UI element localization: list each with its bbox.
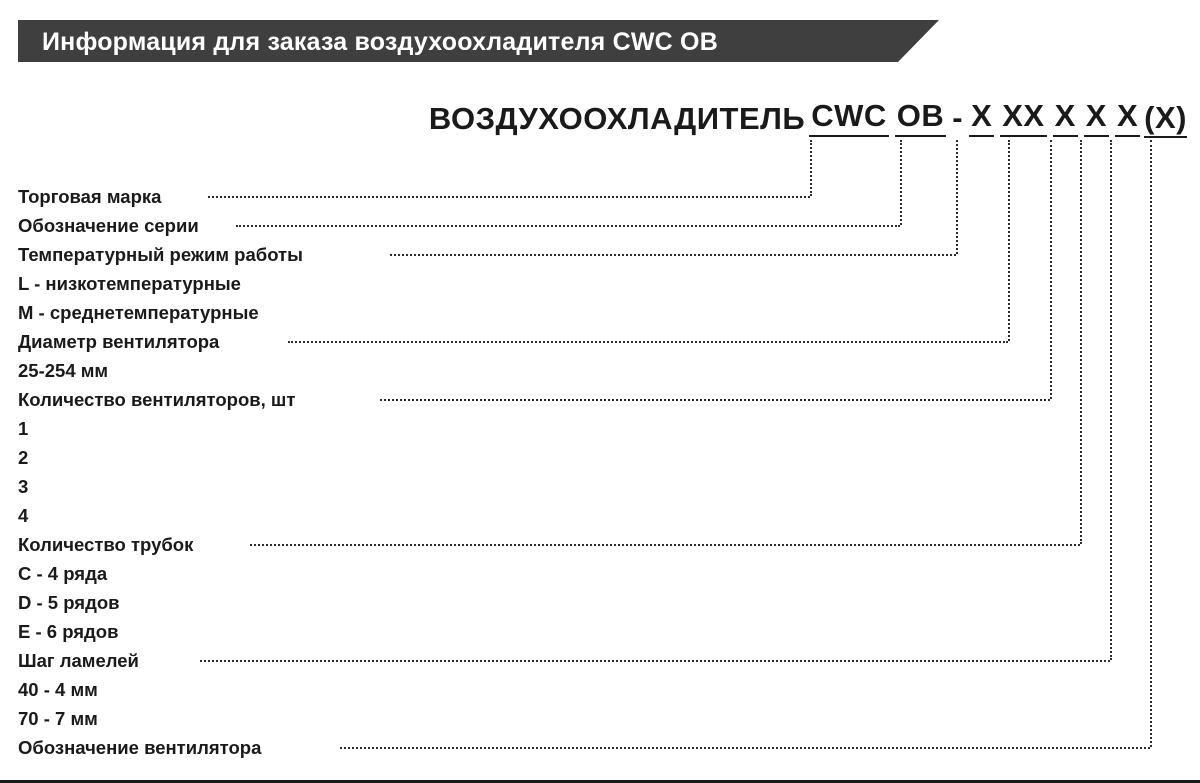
code-segment-fin-pitch: X <box>1115 98 1140 137</box>
code-segment-temperature: X <box>969 98 994 137</box>
legend-item-medium-temperature: M - среднетемпературные <box>18 302 259 323</box>
legend-item-series: Обозначение серии <box>18 215 199 236</box>
code-segment-fan-designation <box>1143 100 1188 137</box>
legend-list <box>18 182 578 762</box>
code-segment-fan-designation-text: (X) <box>1144 100 1187 138</box>
leader-fin-pitch-vertical <box>1110 140 1112 660</box>
code-segment-series: OB <box>895 98 947 137</box>
legend-item-fan-designation: Обозначение вентилятора <box>18 737 262 758</box>
legend-item-tube-d: D - 5 рядов <box>18 592 120 613</box>
legend-item-fan-count-1: 1 <box>18 418 29 439</box>
legend-item-tube-e: E - 6 рядов <box>18 621 119 642</box>
legend-item-tube-count: Количество трубок <box>18 534 194 555</box>
legend-item-fan-count-2: 2 <box>18 447 29 468</box>
legend-item-fan-diameter-range: 25-254 мм <box>18 360 109 381</box>
legend-item-fan-diameter: Диаметр вентилятора <box>18 331 220 352</box>
code-segment-fan-count: X <box>1053 98 1078 137</box>
leader-fan-count-vertical <box>1050 140 1052 399</box>
leader-temperature-vertical <box>956 140 958 254</box>
product-code-line <box>428 98 1188 137</box>
leader-fan-designation-vertical <box>1150 140 1152 747</box>
legend-item-fan-count-4: 4 <box>18 505 29 526</box>
legend-item-fin-pitch-70: 70 - 7 мм <box>18 708 98 729</box>
leader-tube-count-vertical <box>1080 140 1082 544</box>
code-segment-brand: CWC <box>809 98 889 137</box>
code-product-word: ВОЗДУХООХЛАДИТЕЛЬ <box>428 101 806 136</box>
leader-brand-vertical <box>810 140 812 196</box>
leader-series-vertical <box>900 140 902 225</box>
code-segment-tube-count: X <box>1084 98 1109 137</box>
legend-item-fan-count: Количество вентиляторов, шт <box>18 389 296 410</box>
page-title: Информация для заказа воздухоохладителя CWC OB <box>42 28 718 56</box>
leader-fan-diameter-vertical <box>1008 140 1010 341</box>
legend-item-temperature-mode: Температурный режим работы <box>18 244 303 265</box>
legend-item-brand: Торговая марка <box>18 186 162 207</box>
legend-item-fin-pitch-40: 40 - 4 мм <box>18 679 98 700</box>
legend-item-fan-count-3: 3 <box>18 476 29 497</box>
legend-item-low-temperature: L - низкотемпературные <box>18 273 241 294</box>
legend-item-fin-pitch: Шаг ламелей <box>18 650 139 671</box>
legend-item-tube-c: C - 4 ряда <box>18 563 108 584</box>
code-segment-fan-diameter: XX <box>1000 98 1046 137</box>
code-separator-dash: - <box>952 100 964 135</box>
